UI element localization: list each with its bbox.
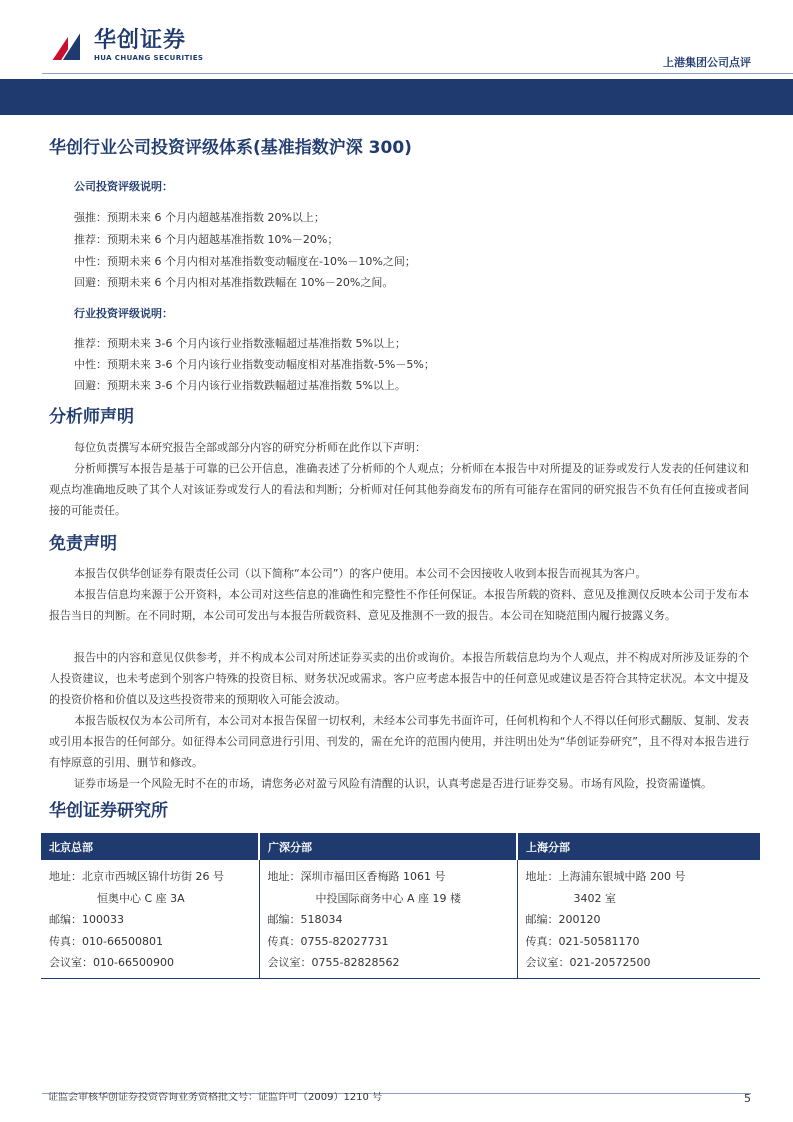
office-meeting-room: 会议室：010-66500900 (49, 956, 174, 969)
office-address-line2: 恒奥中心 C 座 3A (97, 891, 185, 905)
industry-rating-item: 中性：预期未来 3-6 个月内该行业指数变动幅度相对基准指数-5%－5%； (74, 358, 435, 371)
office-name-beijing: 北京总部 (41, 833, 259, 860)
office-postcode: 邮编：100033 (49, 913, 124, 926)
header-divider (42, 73, 793, 74)
report-type: 上港集团公司点评 (663, 56, 751, 69)
office-meeting-room: 会议室：0755-82828562 (267, 956, 400, 969)
logo-chinese-name: 华创证券 (94, 28, 187, 53)
office-meeting-room: 会议室：021-20572500 (525, 956, 651, 969)
office-details-beijing (41, 860, 259, 978)
disclaimer-title: 免责声明 (49, 534, 117, 554)
table-header-row (41, 833, 760, 860)
office-details-shanghai (517, 860, 760, 978)
industry-rating-item: 推荐：预期未来 3-6 个月内该行业指数涨幅超过基准指数 5%以上； (74, 337, 406, 350)
office-postcode: 邮编：518034 (267, 913, 343, 926)
table-row (41, 860, 760, 978)
office-address: 地址：上海浦东银城中路 200 号 (525, 870, 686, 883)
offices-table (41, 833, 760, 979)
footer-license: 证监会审核华创证券投资咨询业务资格批文号：证监许可（2009）1210 号 (48, 1092, 383, 1103)
office-fax: 传真：0755-82027731 (267, 934, 389, 948)
disclaimer-paragraph: 报告中的内容和意见仅供参考，并不构成本公司对所述证券买卖的出价或询价。本报告所载信息均为个人观点，并不构成对所涉及证券的个人投资建议，也未考虑到个别客户特殊的投资目标、财务状况或需求。客户应考虑本报告中的任何意见或建议是否符合其特定状况。本文中提及的投资价格和价值以及这些投资带来的预期收入可能会波动。 (49, 651, 749, 706)
office-address: 地址：深圳市福田区香梅路 1061 号 (267, 870, 446, 883)
analyst-statement-paragraph: 分析师撰写本报告是基于可靠的已公开信息，准确表述了分析师的个人观点；分析师在本报告中对所提及的证券或发行人发表的任何建议和观点均准确地反映了其个人对该证券或发行人的看法和判断；分析师对任何其他券商发布的所有可能存在雷同的研究报告不负有任何直接或者间接的可能责任。 (49, 462, 749, 517)
logo-english-name: HUA CHUANG SECURITIES (94, 54, 204, 62)
analyst-statement-paragraph: 每位负责撰写本研究报告全部或部分内容的研究分析师在此作以下声明： (74, 441, 426, 454)
company-logo (48, 26, 208, 66)
company-rating-heading: 公司投资评级说明： (74, 180, 173, 193)
header-band (0, 79, 793, 115)
office-details-guangshen (259, 860, 517, 978)
analyst-statement-title: 分析师声明 (49, 407, 134, 427)
page-number: 5 (744, 1092, 751, 1105)
institute-title: 华创证券研究所 (49, 801, 168, 821)
office-name-shanghai: 上海分部 (517, 833, 760, 860)
industry-rating-heading: 行业投资评级说明： (74, 307, 173, 320)
company-rating-item: 回避：预期未来 6 个月内相对基准指数跌幅在 10%－20%之间。 (74, 276, 394, 289)
rating-system-title: 华创行业公司投资评级体系(基准指数沪深 300) (49, 138, 412, 158)
office-postcode: 邮编：200120 (525, 913, 601, 926)
logo-mark-icon (48, 26, 90, 66)
disclaimer-paragraph: 本报告信息均来源于公开资料，本公司对这些信息的准确性和完整性不作任何保证。本报告所载的资料、意见及推测仅反映本公司于发布本报告当日的判断。在不同时期，本公司可发出与本报告所载资料、意见及推测不一致的报告。本公司在知晓范围内履行披露义务。 (49, 588, 749, 622)
office-address-line2: 中投国际商务中心 A 座 19 楼 (315, 891, 462, 905)
office-address: 地址：北京市西城区锦什坊街 26 号 (49, 870, 224, 883)
industry-rating-item: 回避：预期未来 3-6 个月内该行业指数跌幅超过基准指数 5%以上。 (74, 379, 406, 392)
company-rating-item: 强推：预期未来 6 个月内超越基准指数 20%以上； (74, 211, 325, 224)
disclaimer-paragraph: 证券市场是一个风险无时不在的市场，请您务必对盈亏风险有清醒的认识，认真考虑是否进行证券交易。市场有风险，投资需谨慎。 (74, 777, 712, 790)
office-address-line2: 3402 室 (573, 891, 616, 905)
office-fax: 传真：010-66500801 (49, 934, 163, 948)
disclaimer-paragraph: 本报告仅供华创证券有限责任公司（以下简称“本公司”）的客户使用。本公司不会因接收人收到本报告而视其为客户。 (74, 567, 647, 580)
company-rating-item: 中性：预期未来 6 个月内相对基准指数变动幅度在-10%－10%之间； (74, 255, 416, 268)
disclaimer-paragraph: 本报告版权仅为本公司所有，本公司对本报告保留一切权利，未经本公司事先书面许可，任何机构和个人不得以任何形式翻版、复制、发表或引用本报告的任何部分。如征得本公司同意进行引用、刊发的，需在允许的范围内使用，并注明出处为“华创证券研究”，且不得对本报告进行有悖原意的引用、删节和修改。 (49, 714, 749, 769)
office-name-guangshen: 广深分部 (259, 833, 517, 860)
office-fax: 传真：021-50581170 (525, 934, 640, 948)
company-rating-item: 推荐：预期未来 6 个月内超越基准指数 10%－20%； (74, 233, 339, 246)
